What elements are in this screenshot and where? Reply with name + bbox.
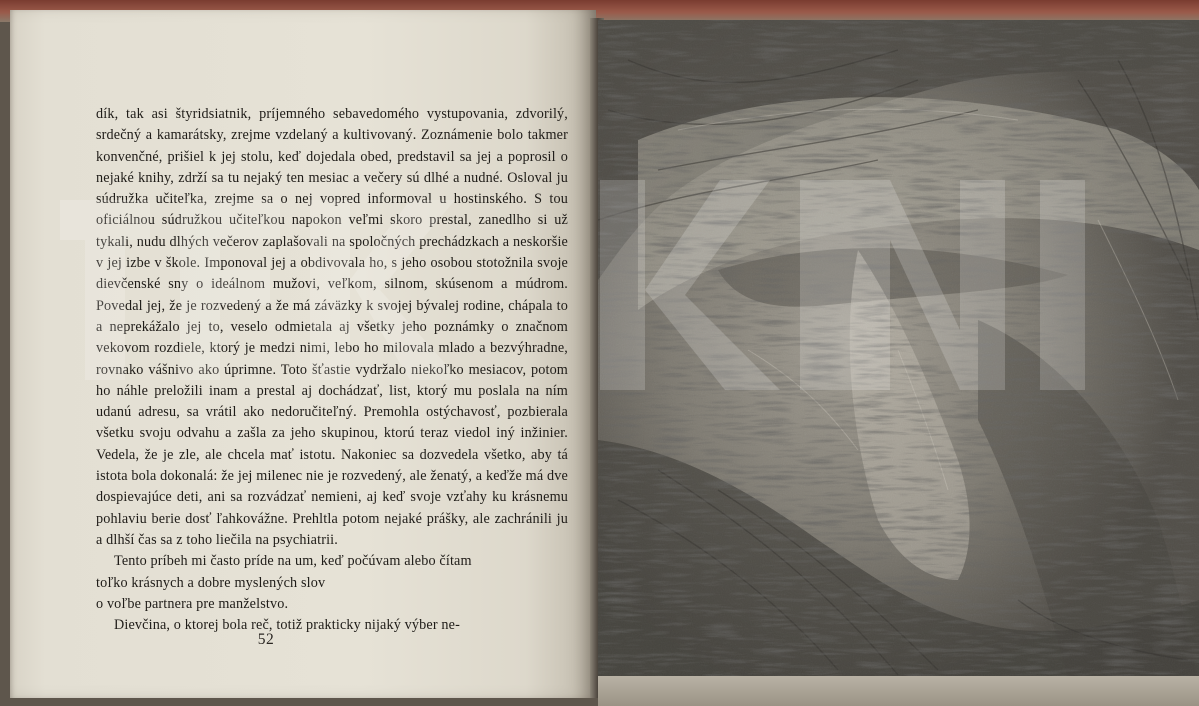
- paragraph-1: dík, tak asi štyridsiatnik, príjemného sebavedomého vystupovania, zdvorilý, srdečný a kamarátsky, zrejme vzdelaný a kultivovaný. Zoznámenie bolo takmer konvenčné, prišiel k jej stolu, keď dojedala obed, predstavil sa jej a poprosil o nejaké knihy, zdrží sa tu nejaký ten mesiac a večery sú dlhé a nudné. Osloval ju súdružka učiteľka, zrejme sa o nej vopred informoval u hostinského. S tou oficiálnou súdružkou učiteľkou napokon veľmi skoro prestal, zanedlho si už tykali, nudu dlhých večerov zaplašovali na spoločných prechádzkach a neskoršie v jej izbe v škole. Imponoval jej a obdivovala ho, s jeho osobou stotožnila svoje dievčenské sny o ideálnom mužovi, veľkom, silnom, skúsenom a múdrom. Povedal jej, že je rozvedený a že má záväzky k svojej bývalej rodine, chápala to a neprekážalo jej to, veselo odmietala aj všetky jeho poznámky o značnom vekovom rozdiele, ktorý je medzi nimi, lebo ho milovala mlado a bezvýhradne, rovnako vášnivo ako úprimne. Toto šťastie vydržalo niekoľko mesiacov, potom ho náhle preložili inam a prestal aj dochádzať, list, ktorý mu poslala na ním udanú adresu, sa vrátil ako nedoručiteľný. Premohla ostýchavosť, pozbierala všetku svoju odvahu a zašla za jeho skupinou, ktorú teraz viedol iný inžinier. Vedela, že je zle, ale chcela mať istotu. Nakoniec sa dozvedela všetko, aby tá istota bola dokonalá: že jej milenec nie je rozvedený, ale ženatý, a keďže má dve dospievajúce deti, ani sa rozvádzať nemieni, aj keď svoje vzťahy ku krásnemu pohlaviu berie dosť ľahkovážne. Prehltla potom nejaké prášky, ale zachránili ju a dlhší čas sa z toho liečila na psychiatrii.: [96, 106, 568, 548]
- face-photograph: [598, 20, 1199, 680]
- page-number: 52: [257, 631, 275, 648]
- right-page-bottom-margin: [598, 676, 1199, 706]
- right-page: [598, 20, 1199, 696]
- body-text: [96, 104, 568, 636]
- paragraph-2-line-2: toľko krásnych a dobre myslených slov: [96, 574, 326, 591]
- left-page: [10, 10, 596, 698]
- paragraph-2-line-3: o voľbe partnera pre manželstvo.: [96, 595, 289, 612]
- paragraph-2-line-1: Tento príbeh mi často príde na um, keď počúvam alebo čítam: [114, 553, 472, 570]
- paragraph-3: Dievčina, o ktorej bola reč, totiž prakticky nijaký výber ne-: [114, 617, 460, 634]
